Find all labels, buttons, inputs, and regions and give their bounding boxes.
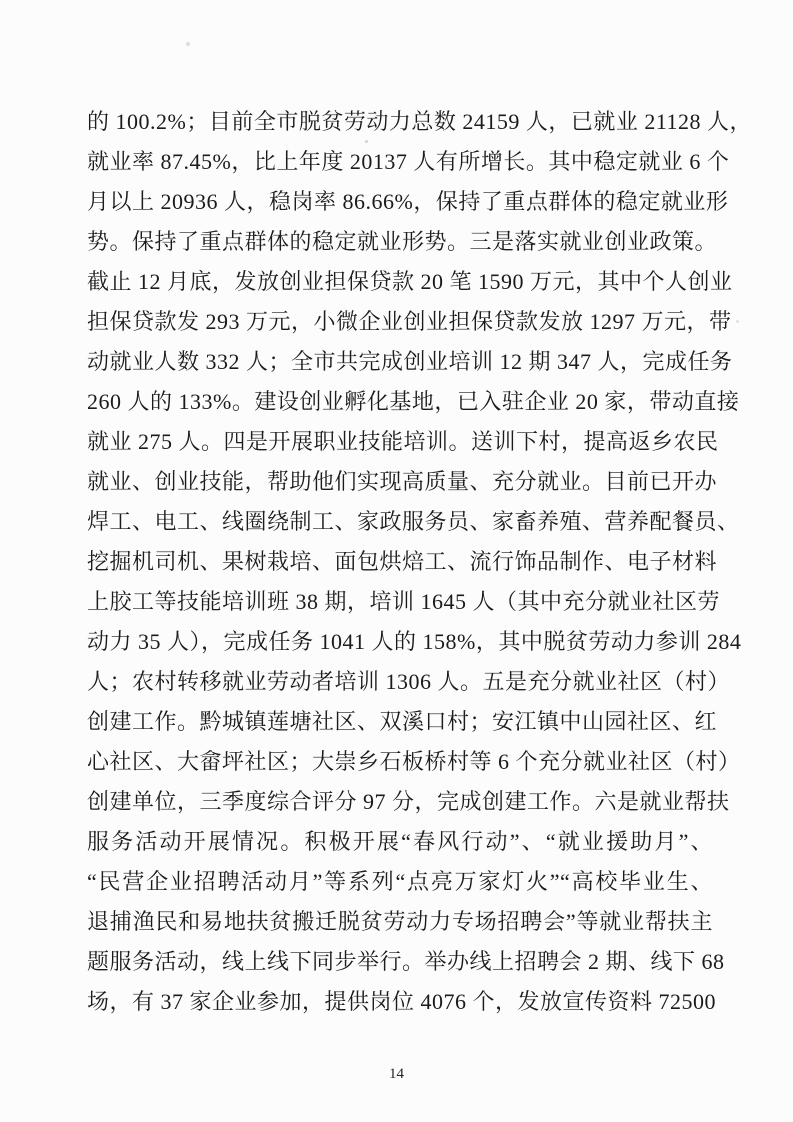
text-line: 退捕渔民和易地扶贫搬迁脱贫劳动力专场招聘会”等就业帮扶主 — [87, 909, 713, 934]
text-line: 上胶工等技能培训班 38 期，培训 1645 人（其中充分就业社区劳 — [87, 589, 721, 614]
text-line: 服务活动开展情况。积极开展“春风行动”、“就业援助月”、 — [87, 829, 713, 854]
text-line: 截止 12 月底，发放创业担保贷款 20 笔 1590 万元，其中个人创业 — [87, 269, 733, 294]
text-line: 创建单位，三季度综合评分 97 分，完成创建工作。六是就业帮扶 — [87, 789, 730, 814]
text-line: 月以上 20936 人，稳岗率 86.66%，保持了重点群体的稳定就业形 — [87, 189, 729, 214]
text-line: 题服务活动，线上线下同步举行。举办线上招聘会 2 期、线下 68 — [87, 949, 725, 974]
text-line: 挖掘机司机、果树栽培、面包烘焙工、流行饰品制作、电子材料 — [87, 549, 718, 574]
text-line: 心社区、大畲坪社区；大崇乡石板桥村等 6 个充分就业社区（村） — [87, 749, 741, 774]
text-line: 动就业人数 332 人；全市共完成创业培训 12 期 347 人，完成任务 — [87, 349, 733, 374]
text-line: 260 人的 133%。建设创业孵化基地，已入驻企业 20 家，带动直接 — [87, 389, 740, 414]
text-line: 就业、创业技能，帮助他们实现高质量、充分就业。目前已开办 — [87, 469, 718, 494]
text-line: 人；农村转移就业劳动者培训 1306 人。五是充分就业社区（村） — [87, 669, 731, 694]
text-line: 担保贷款发 293 万元，小微企业创业担保贷款发放 1297 万元，带 — [87, 309, 732, 334]
page-number: 14 — [389, 1066, 404, 1082]
text-line: 创建工作。黔城镇莲塘社区、双溪口村；安江镇中山园社区、红 — [87, 709, 718, 734]
text-line: 动力 35 人），完成任务 1041 人的 158%，其中脱贫劳动力参训 284 — [87, 629, 742, 654]
scan-speck — [736, 320, 739, 323]
text-line: 就业率 87.45%，比上年度 20137 人有所增长。其中稳定就业 6 个 — [87, 149, 730, 174]
text-line: 势。保持了重点群体的稳定就业形势。三是落实就业创业政策。 — [87, 229, 718, 254]
text-line: 的 100.2%；目前全市脱贫劳动力总数 24159 人，已就业 21128 人， — [87, 109, 753, 134]
text-line: “民营企业招聘活动月”等系列“点亮万家灯火”“高校毕业生、 — [87, 869, 713, 894]
document-body — [87, 102, 753, 1022]
scan-speck — [186, 42, 190, 46]
text-line: 场，有 37 家企业参加，提供岗位 4076 个，发放宣传资料 72500 — [87, 989, 717, 1014]
text-line: 焊工、电工、线圈绕制工、家政服务员、家畜养殖、营养配餐员、 — [87, 509, 740, 534]
text-line: 就业 275 人。四是开展职业技能培训。送训下村，提高返乡农民 — [87, 429, 719, 454]
